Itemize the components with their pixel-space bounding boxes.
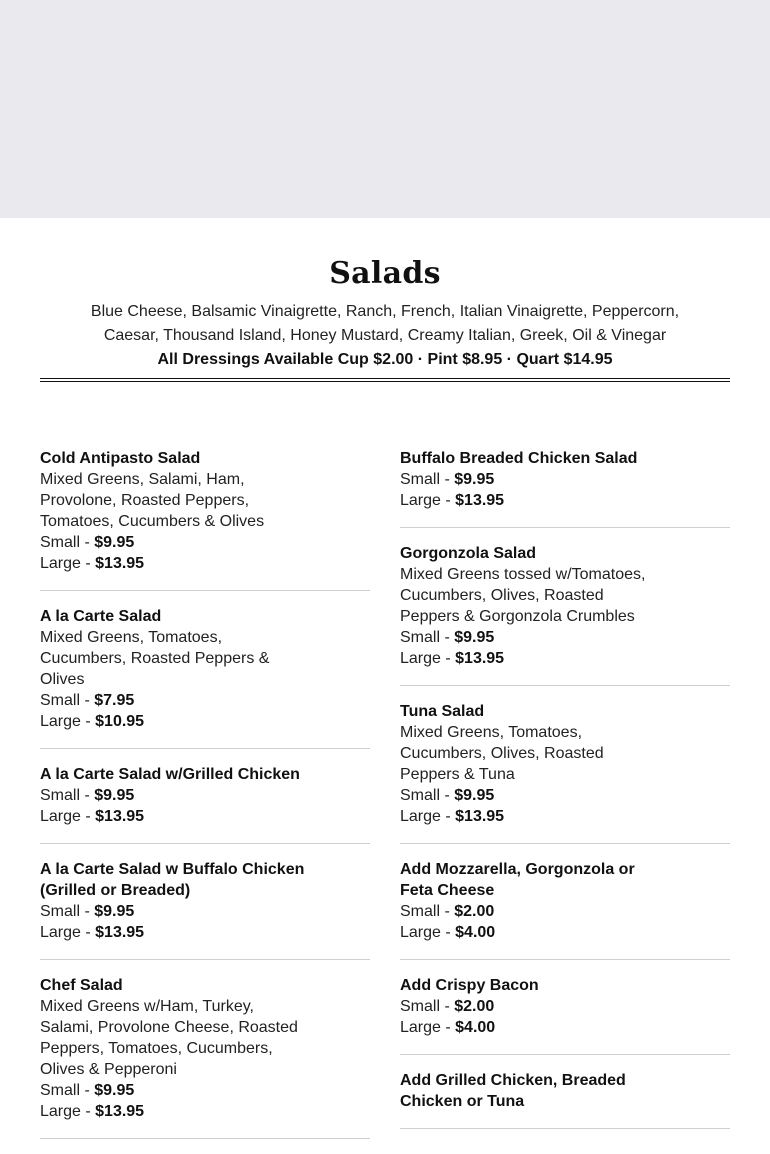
- menu-item: [40, 975, 370, 1139]
- small-price-line: [40, 1080, 370, 1101]
- menu-item-description: Mixed Greens, Salami, Ham, Provolone, Roasted Peppers, Tomatoes, Cucumbers & Olives: [40, 471, 265, 530]
- menu-item-name: A la Carte Salad w/Grilled Chicken: [40, 766, 300, 783]
- price-amount: $13.95: [95, 808, 145, 825]
- price-size-label: Large -: [400, 1019, 456, 1036]
- menu-item-name: Gorgonzola Salad: [400, 545, 537, 562]
- menu-item: [40, 764, 370, 844]
- price-amount: $7.95: [94, 692, 135, 709]
- menu-item-name: Chef Salad: [40, 977, 123, 994]
- price-amount: $9.95: [94, 787, 135, 804]
- price-amount: $9.95: [94, 1082, 135, 1099]
- menu-columns: [0, 382, 770, 1154]
- price-size-label: Large -: [400, 492, 456, 509]
- dressing-list: [0, 300, 770, 348]
- price-size-label: Small -: [400, 903, 455, 920]
- menu-item: [400, 448, 730, 528]
- small-price-line: [40, 532, 370, 553]
- menu-item-name: Add Mozzarella, Gorgonzola or Feta Cheese: [400, 861, 635, 899]
- menu-item: [400, 701, 730, 844]
- menu-item-description: Mixed Greens, Tomatoes, Cucumbers, Roasted Peppers & Olives: [40, 629, 270, 688]
- menu-item-name: Cold Antipasto Salad: [40, 450, 201, 467]
- menu-column-left: [40, 448, 370, 1154]
- price-amount: $9.95: [454, 471, 495, 488]
- large-price-line: [400, 806, 730, 827]
- dressing-pricing: All Dressings Available Cup $2.00 · Pint $8.95 · Quart $14.95: [157, 351, 613, 368]
- small-price-line: [40, 690, 370, 711]
- price-size-label: Large -: [40, 924, 96, 941]
- large-price-line: [400, 648, 730, 669]
- price-size-label: Large -: [400, 808, 456, 825]
- price-amount: $13.95: [455, 650, 505, 667]
- menu-item: [40, 606, 370, 749]
- price-amount: $4.00: [455, 924, 496, 941]
- menu-column-right: [400, 448, 730, 1154]
- small-price-line: [40, 901, 370, 922]
- price-size-label: Large -: [40, 808, 96, 825]
- menu-item: [40, 859, 370, 960]
- menu-item: [40, 448, 370, 591]
- hero-banner: [0, 0, 770, 218]
- price-size-label: Large -: [40, 1103, 96, 1120]
- section-title: Salads: [329, 256, 441, 291]
- price-amount: $9.95: [94, 534, 135, 551]
- price-amount: $13.95: [455, 808, 505, 825]
- price-size-label: Small -: [40, 534, 95, 551]
- small-price-line: [40, 785, 370, 806]
- price-amount: $13.95: [95, 555, 145, 572]
- price-size-label: Small -: [400, 998, 455, 1015]
- small-price-line: [400, 901, 730, 922]
- price-amount: $2.00: [454, 998, 495, 1015]
- price-size-label: Large -: [400, 924, 456, 941]
- large-price-line: [400, 1017, 730, 1038]
- menu-item: [400, 859, 730, 960]
- menu-item-name: Add Grilled Chicken, Breaded Chicken or Tuna: [400, 1072, 626, 1110]
- menu-item-name: Tuna Salad: [400, 703, 485, 720]
- dressing-list-line: Caesar, Thousand Island, Honey Mustard, Creamy Italian, Greek, Oil & Vinegar: [103, 327, 667, 344]
- price-amount: $13.95: [95, 924, 145, 941]
- price-amount: $9.95: [454, 629, 495, 646]
- large-price-line: [40, 553, 370, 574]
- small-price-line: [400, 785, 730, 806]
- price-amount: $13.95: [455, 492, 505, 509]
- price-size-label: Small -: [40, 692, 95, 709]
- large-price-line: [40, 711, 370, 732]
- small-price-line: [400, 996, 730, 1017]
- small-price-line: [400, 627, 730, 648]
- menu-item-name: Buffalo Breaded Chicken Salad: [400, 450, 638, 467]
- price-size-label: Large -: [40, 713, 96, 730]
- price-amount: $9.95: [94, 903, 135, 920]
- price-size-label: Large -: [40, 555, 96, 572]
- large-price-line: [40, 806, 370, 827]
- large-price-line: [40, 1101, 370, 1122]
- menu-item: [400, 975, 730, 1055]
- price-amount: $4.00: [455, 1019, 496, 1036]
- menu-item-description: Mixed Greens w/Ham, Turkey, Salami, Provolone Cheese, Roasted Peppers, Tomatoes, Cucumbers, Olives & Pepperoni: [40, 998, 298, 1078]
- menu-item-name: A la Carte Salad: [40, 608, 162, 625]
- price-size-label: Small -: [40, 903, 95, 920]
- dressing-list-line: Blue Cheese, Balsamic Vinaigrette, Ranch, French, Italian Vinaigrette, Peppercorn,: [90, 303, 680, 320]
- menu-item-name: A la Carte Salad w Buffalo Chicken (Grilled or Breaded): [40, 861, 305, 899]
- menu-item: [400, 1070, 730, 1129]
- large-price-line: [400, 490, 730, 511]
- price-amount: $10.95: [95, 713, 145, 730]
- price-size-label: Small -: [40, 787, 95, 804]
- price-size-label: Small -: [400, 471, 455, 488]
- price-size-label: Small -: [400, 629, 455, 646]
- price-amount: $13.95: [95, 1103, 145, 1120]
- price-size-label: Small -: [400, 787, 455, 804]
- section-header: [0, 218, 770, 372]
- small-price-line: [400, 469, 730, 490]
- price-size-label: Small -: [40, 1082, 95, 1099]
- price-amount: $9.95: [454, 787, 495, 804]
- large-price-line: [40, 922, 370, 943]
- price-size-label: Large -: [400, 650, 456, 667]
- menu-item-description: Mixed Greens, Tomatoes, Cucumbers, Olives, Roasted Peppers & Tuna: [400, 724, 604, 783]
- menu-item-name: Add Crispy Bacon: [400, 977, 539, 994]
- menu-item-description: Mixed Greens tossed w/Tomatoes, Cucumbers, Olives, Roasted Peppers & Gorgonzola Crumbles: [400, 566, 646, 625]
- large-price-line: [400, 922, 730, 943]
- price-amount: $2.00: [454, 903, 495, 920]
- menu-item: [400, 543, 730, 686]
